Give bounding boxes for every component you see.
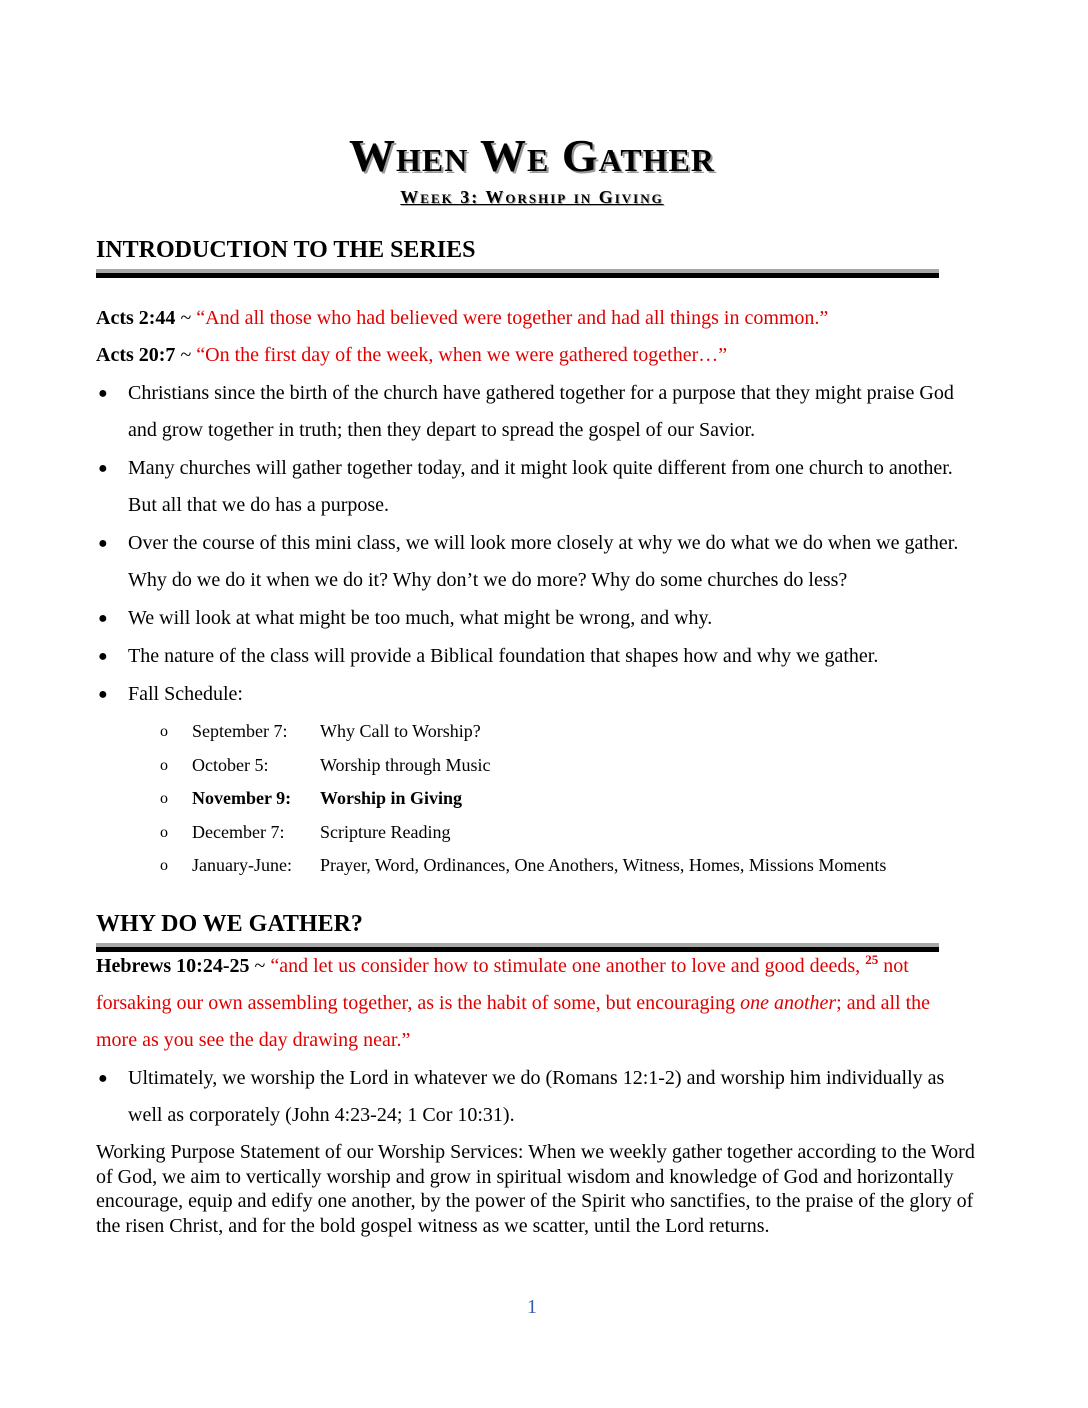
schedule-date: January-June:: [192, 855, 292, 875]
verse-text-part: ; and all the more as you see the day drawing near.”: [96, 992, 931, 1051]
bullet-icon: ●: [98, 686, 108, 703]
bullet-text: Many churches will gather together today, and it might look quite different from one church to another. But all that we do has a purpose.: [128, 457, 953, 516]
bullet-icon: ●: [98, 460, 108, 477]
bullet-icon: ●: [98, 385, 108, 402]
schedule-date: November 9:: [192, 788, 292, 808]
list-item: [96, 1060, 976, 1134]
document-subtitle: [96, 188, 968, 206]
circle-bullet-icon: o: [160, 790, 168, 807]
bullet-icon: ●: [98, 1070, 108, 1087]
schedule-item: [160, 849, 980, 883]
verse-hebrews-10-24-25: [96, 948, 971, 1059]
list-item: [96, 450, 976, 524]
purpose-statement: Working Purpose Statement of our Worship Services: When we weekly gather together according to the Word of God, we aim to vertically worship and grow in spiritual wisdom and knowledge of God and horizontally encourage, equip and edify one another, by the power of the Spirit who sanctifies, to the praise of the glory of the risen Christ, and for the bold gospel witness as we scatter, until the Lord returns.: [96, 1141, 975, 1237]
schedule-topic: Scripture Reading: [320, 821, 451, 842]
circle-bullet-icon: o: [160, 756, 168, 774]
verse-text-italic: one another: [740, 992, 837, 1014]
list-item: [96, 676, 976, 713]
fall-schedule-list: [160, 715, 980, 883]
verse-text-part: not forsaking our own assembling together, as is the habit of some, but encouraging: [96, 955, 909, 1014]
bullet-text: Over the course of this mini class, we will look more closely at why we do what we do when we gather. Why do we do it when we do it? Why don’t we do more? Why do some churches do less?: [128, 532, 959, 591]
schedule-date: September 7:: [192, 721, 288, 741]
verse-text: “And all those who had believed were together and had all things in common.”: [196, 307, 829, 329]
bullet-text: Ultimately, we worship the Lord in whatever we do (Romans 12:1-2) and worship him individually as well as corporately (John 4:23-24; 1 Cor 10:31).: [128, 1067, 945, 1126]
bullet-icon: ●: [98, 535, 108, 552]
why-heading: WHY DO WE GATHER?: [96, 911, 363, 937]
bullet-text: The nature of the class will provide a Biblical foundation that shapes how and why we gather.: [128, 645, 879, 667]
verse-separator: ~: [175, 307, 197, 329]
why-bullet-list: [96, 1060, 976, 1135]
circle-bullet-icon: o: [160, 723, 168, 740]
list-item: [96, 525, 976, 599]
schedule-date: October 5:: [192, 754, 269, 775]
list-item: [96, 638, 976, 675]
page-number: 1: [527, 1296, 537, 1318]
schedule-topic: Why Call to Worship?: [320, 721, 481, 741]
schedule-topic: Prayer, Word, Ordinances, One Anothers, Witness, Homes, Missions Moments: [320, 855, 887, 875]
verse-text: “On the first day of the week, when we were gathered together…”: [196, 344, 728, 366]
schedule-item: [160, 749, 980, 783]
intro-bullet-list: [96, 375, 976, 714]
verse-number: 25: [865, 952, 879, 967]
schedule-item-current: [160, 782, 980, 816]
subtitle-text: Week 3: Worship in Giving: [400, 187, 664, 207]
list-item: [96, 375, 976, 449]
schedule-item: [160, 715, 980, 749]
circle-bullet-icon: o: [160, 823, 168, 841]
document-page: [96, 0, 976, 1408]
verse-acts-20-7: [96, 337, 971, 374]
bullet-text: Fall Schedule:: [128, 683, 243, 705]
bullet-icon: ●: [98, 648, 108, 665]
verse-separator: ~: [249, 955, 271, 977]
intro-heading-rule: [96, 269, 939, 278]
schedule-topic: Worship in Giving: [320, 788, 463, 808]
verse-acts-2-44: [96, 300, 971, 337]
bullet-text: We will look at what might be too much, what might be wrong, and why.: [128, 607, 713, 629]
schedule-date: December 7:: [192, 821, 285, 842]
verse-reference: Acts 2:44: [96, 307, 176, 329]
intro-heading: INTRODUCTION TO THE SERIES: [96, 237, 476, 263]
circle-bullet-icon: o: [160, 857, 168, 874]
list-item: [96, 600, 976, 637]
verse-reference: Acts 20:7: [96, 344, 176, 366]
bullet-text: Christians since the birth of the church have gathered together for a purpose that they might praise God and grow together in truth; then they depart to spread the gospel of our Savior.: [128, 382, 954, 441]
verse-text-part: “and let us consider how to stimulate one another to love and good deeds,: [270, 955, 866, 977]
verse-separator: ~: [175, 344, 197, 366]
verse-reference: Hebrews 10:24-25: [96, 955, 250, 977]
document-title: When We Gather: [348, 130, 716, 181]
bullet-icon: ●: [98, 610, 108, 627]
schedule-item: [160, 816, 980, 850]
schedule-topic: Worship through Music: [320, 754, 491, 775]
